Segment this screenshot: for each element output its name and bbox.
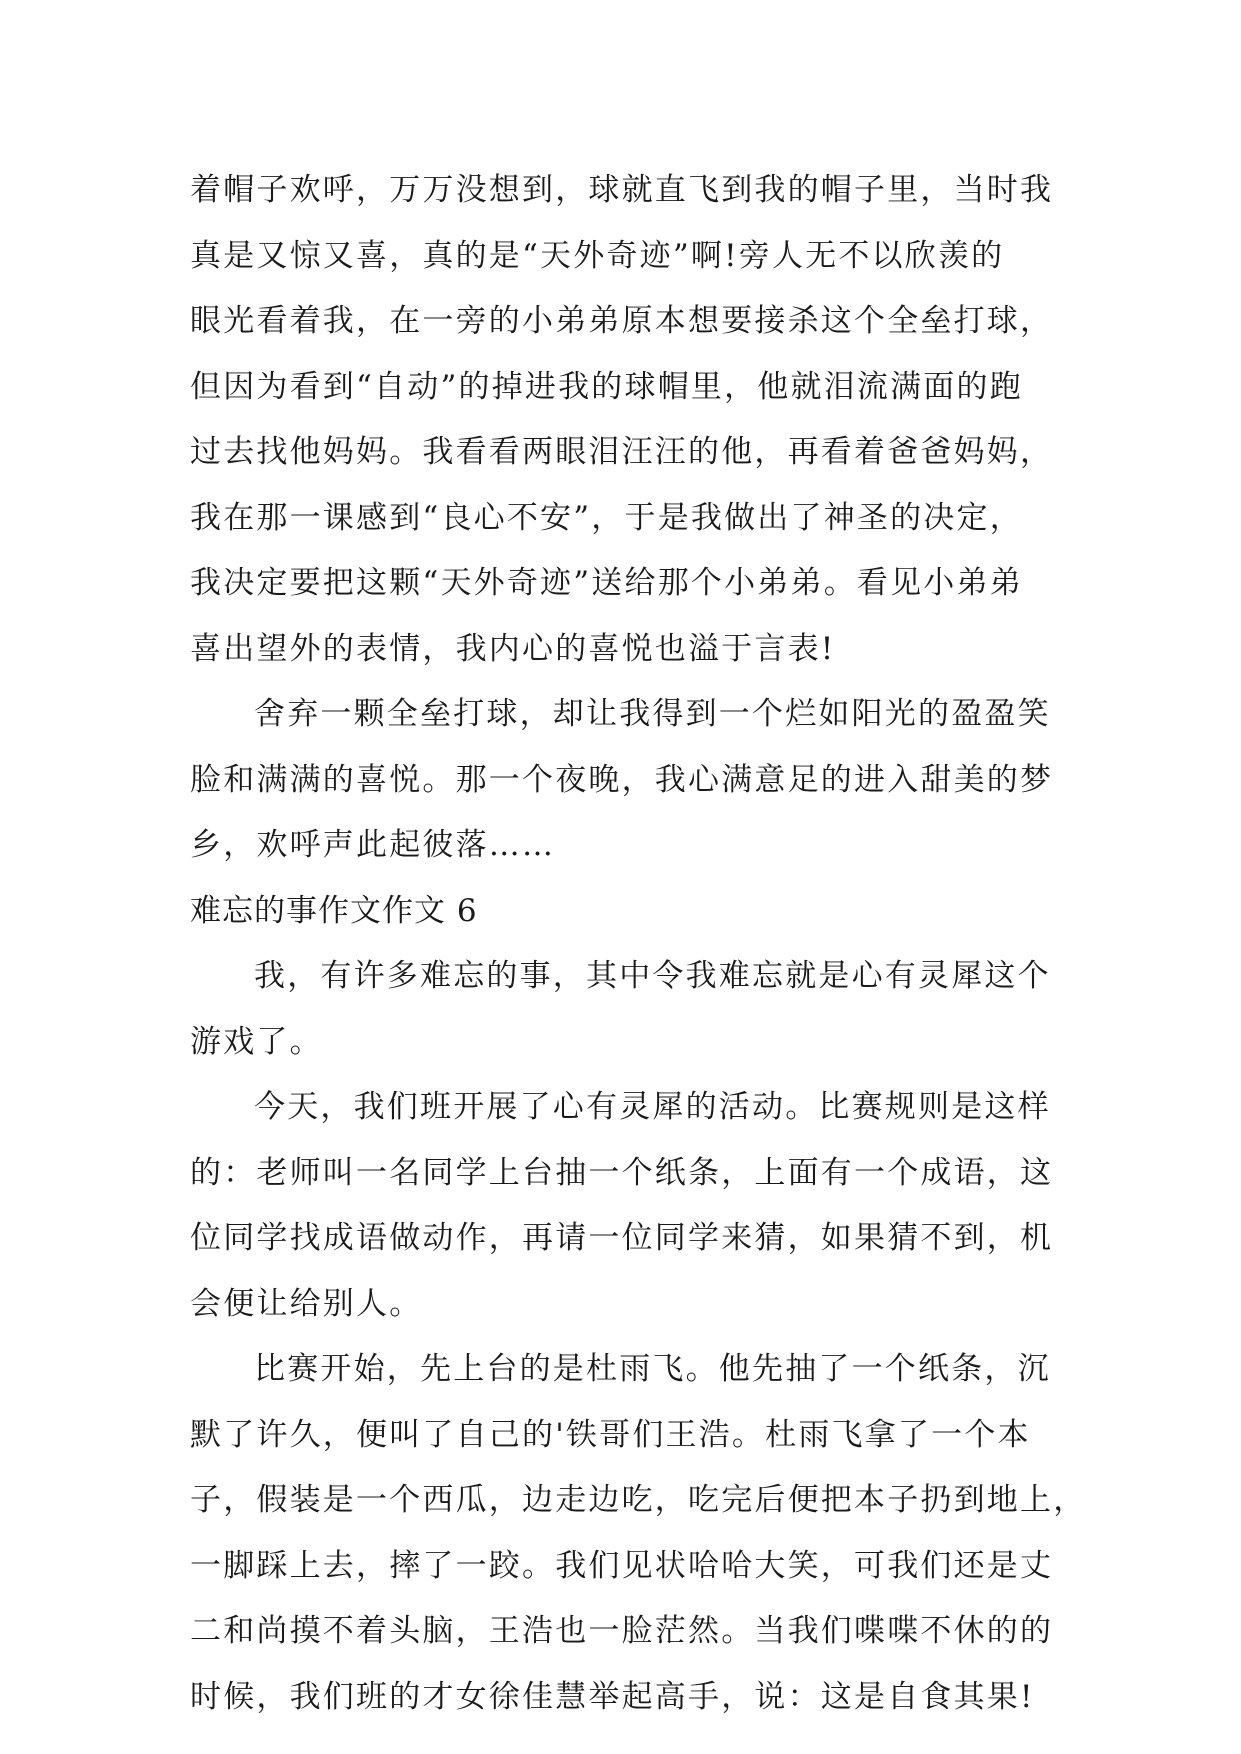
paragraph-line: 我在那一课感到“良心不安”，于是我做出了神圣的决定， xyxy=(190,499,1023,536)
document-page xyxy=(190,158,1087,1730)
paragraph-line: 比赛开始，先上台的是杜雨飞。他先抽了一个纸条，沉 xyxy=(254,1351,1051,1387)
paragraph-line: 我决定要把这颗“天外奇迹”送给那个小弟弟。看见小弟弟 xyxy=(190,565,1023,601)
paragraph-line: 二和尚摸不着头脑，王浩也一脸茫然。当我们喋喋不休的的 xyxy=(190,1613,1054,1649)
paragraph-line: 乡，欢呼声此起彼落…… xyxy=(190,827,556,863)
paragraph-line: 过去找他妈妈。我看看两眼泪汪汪的他，再看着爸爸妈妈， xyxy=(190,434,1054,470)
section-heading: 难忘的事作文作文 6 xyxy=(190,892,478,929)
paragraph-line: 一脚踩上去，摔了一跤。我们见状哈哈大笑，可我们还是丈 xyxy=(190,1547,1054,1584)
paragraph-line: 眼光看着我，在一旁的小弟弟原本想要接杀这个全垒打球， xyxy=(190,303,1054,339)
paragraph-line: 位同学找成语做动作，再请一位同学来猜，如果猜不到，机 xyxy=(190,1220,1054,1256)
paragraph-line: 会便让给别人。 xyxy=(190,1285,423,1322)
paragraph-line: 今天，我们班开展了心有灵犀的活动。比赛规则是这样 xyxy=(254,1089,1051,1125)
paragraph-line: 我，有许多难忘的事，其中令我难忘就是心有灵犀这个 xyxy=(254,958,1051,994)
paragraph-line: 的：老师叫一名同学上台抽一个纸条，上面有一个成语，这 xyxy=(190,1154,1054,1191)
paragraph-line: 脸和满满的喜悦。那一个夜晚，我心满意足的进入甜美的梦 xyxy=(190,761,1054,798)
paragraph-line: 但因为看到“自动”的掉进我的球帽里，他就泪流满面的跑 xyxy=(190,368,1023,405)
paragraph-line: 默了许久，便叫了自己的'铁哥们王浩。杜雨飞拿了一个本 xyxy=(190,1416,1031,1453)
paragraph-line: 喜出望外的表情，我内心的喜悦也溢于言表! xyxy=(190,630,836,667)
paragraph-line: 舍弃一颗全垒打球，却让我得到一个烂如阳光的盈盈笑 xyxy=(254,696,1051,732)
paragraph-line: 子，假装是一个西瓜，边走边吃，吃完后便把本子扔到地上， xyxy=(190,1482,1087,1518)
paragraph-line: 真是又惊又喜，真的是“天外奇迹”啊!旁人无不以欣羡的 xyxy=(190,237,1005,274)
paragraph-line: 着帽子欢呼，万万没想到，球就直飞到我的帽子里，当时我 xyxy=(190,172,1054,208)
paragraph-line: 时候，我们班的才女徐佳慧举起高手，说：这是自食其果! xyxy=(190,1678,1035,1715)
paragraph-line: 游戏了。 xyxy=(190,1023,323,1060)
